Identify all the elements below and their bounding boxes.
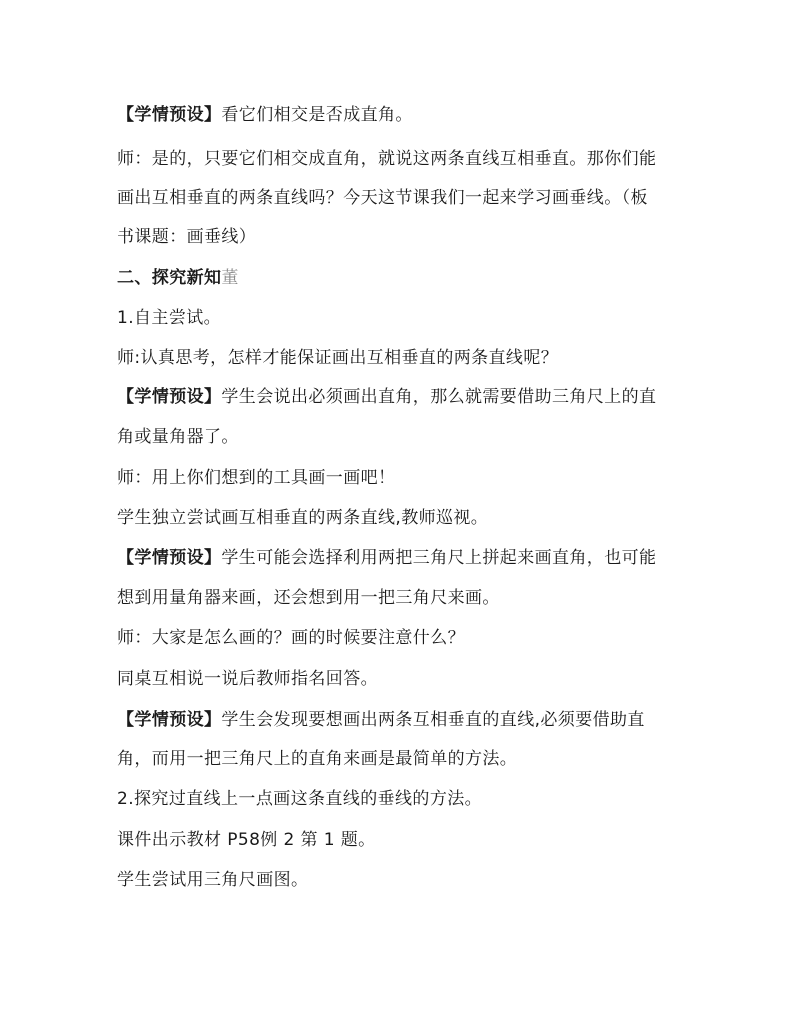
paragraph-line [117, 426, 697, 448]
paragraph-line [117, 587, 697, 609]
line-text: 想到用量角器来画，还会想到用一把三角尺来画。 [117, 588, 500, 608]
line-text: 1.自主尝试。 [117, 308, 222, 328]
section-heading [117, 267, 697, 289]
paragraph-line [117, 507, 697, 529]
section-title: 二、探究新知 [117, 268, 222, 288]
line-text: 师：是的，只要它们相交成直角，就说这两条直线互相垂直。那你们能 [117, 149, 657, 169]
paragraph-line [117, 307, 697, 329]
line-text: 师：用上你们想到的工具画一画吧！ [117, 468, 396, 488]
paragraph-line [117, 709, 697, 731]
paragraph-line [117, 386, 697, 408]
paragraph-line [117, 148, 697, 170]
line-text: 画出互相垂直的两条直线吗？今天这节课我们一起来学习画垂线。（板 [117, 188, 648, 208]
line-text: 同桌互相说一说后教师指名回答。 [117, 669, 378, 689]
line-text: 2.探究过直线上一点画这条直线的垂线的方法。 [117, 789, 483, 809]
tag-label: 【学情预设】 [117, 548, 222, 568]
paragraph-line [117, 226, 697, 248]
paragraph-line [117, 104, 697, 126]
line-text: 课件出示教材 P58例 2 第 1 题。 [117, 830, 376, 850]
line-text: 角或量角器了。 [117, 427, 239, 447]
line-text: 角，而用一把三角尺上的直角来画是最简单的方法。 [117, 749, 518, 769]
line-text: 学生独立尝试画互相垂直的两条直线,教师巡视。 [117, 508, 489, 528]
line-text: 学生可能会选择利用两把三角尺上拼起来画直角，也可能 [221, 548, 657, 568]
paragraph-line [117, 869, 697, 891]
paragraph-line [117, 788, 697, 810]
paragraph-line [117, 547, 697, 569]
tag-label: 【学情预设】 [117, 105, 222, 125]
tag-label: 【学情预设】 [117, 387, 222, 407]
tag-label: 【学情预设】 [117, 710, 222, 730]
paragraph-line [117, 748, 697, 770]
paragraph-line [117, 347, 697, 369]
paragraph-line [117, 829, 697, 851]
paragraph-line [117, 467, 697, 489]
line-text: 学生尝试用三角尺画图。 [117, 870, 309, 890]
paragraph-line [117, 668, 697, 690]
paragraph-line [117, 187, 697, 209]
line-text: 书课题：画垂线） [117, 227, 257, 247]
line-text: 师:认真思考，怎样才能保证画出互相垂直的两条直线呢？ [117, 348, 559, 368]
paragraph-line [117, 627, 697, 649]
line-text: 看它们相交是否成直角。 [221, 105, 413, 125]
faded-char: 董 [221, 268, 239, 288]
line-text: 学生会发现要想画出两条互相垂直的直线,必须要借助直 [221, 710, 645, 730]
line-text: 师：大家是怎么画的？画的时候要注意什么？ [117, 628, 465, 648]
line-text: 学生会说出必须画出直角，那么就需要借助三角尺上的直 [221, 387, 657, 407]
